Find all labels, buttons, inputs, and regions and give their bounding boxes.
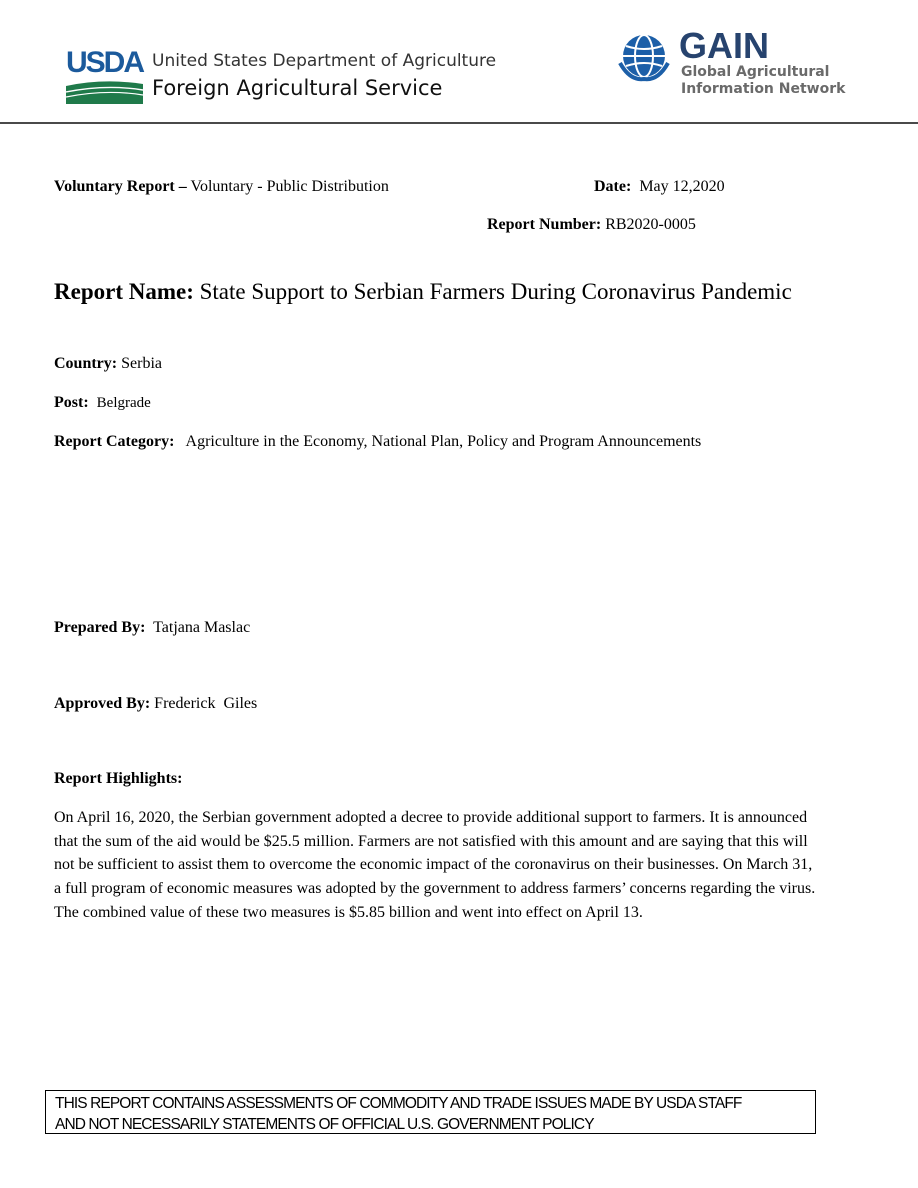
report-name-label: Report Name: <box>54 279 194 304</box>
report-number <box>487 215 696 235</box>
report-name <box>54 276 814 307</box>
agency-name: Foreign Agricultural Service <box>152 76 443 100</box>
disclaimer-line1: THIS REPORT CONTAINS ASSESSMENTS OF COMMODITY AND TRADE ISSUES MADE BY USDA STAFF <box>55 1095 742 1112</box>
usda-logo-text: USDA <box>66 46 144 79</box>
report-type-label: Voluntary Report – <box>54 178 187 195</box>
dept-name: United States Department of Agriculture <box>152 51 497 71</box>
category-value: Agriculture in the Economy, National Plan, Policy and Program Announcements <box>185 433 702 450</box>
post <box>54 393 151 413</box>
date-label: Date: <box>594 178 632 195</box>
disclaimer-box <box>45 1090 816 1134</box>
usda-logo <box>66 80 143 104</box>
report-type <box>54 177 389 197</box>
report-number-label: Report Number: <box>487 216 602 233</box>
report-type-value: Voluntary - Public Distribution <box>190 178 389 195</box>
prepared-by <box>54 618 250 638</box>
approved-label: Approved By: <box>54 695 151 712</box>
country-value: Serbia <box>121 355 162 372</box>
date-value: May 12,2020 <box>639 178 725 195</box>
highlights-body: On April 16, 2020, the Serbian government adopted a decree to provide additional support to farmers. It is announced that the sum of the aid would be $25.5 million. Farmers are not satisfied with this amount and are saying that this will not be sufficient to assist them to overcome the economic impact of the coronavirus on their businesses. On March 31, a full program of economic measures was adopted by the government to address farmers’ concerns regarding the virus. The combined value of these two measures is $5.85 billion and went into effect on April 13. <box>54 809 816 921</box>
report-date <box>594 177 725 197</box>
gain-subtitle-line1: Global Agricultural <box>681 64 830 80</box>
gain-title: GAIN <box>679 25 769 66</box>
country <box>54 354 162 374</box>
post-label: Post: <box>54 394 89 411</box>
gain-subtitle-line2: Information Network <box>681 81 846 97</box>
globe-icon <box>618 33 670 83</box>
highlights-heading-text: Report Highlights: <box>54 770 183 787</box>
post-value: Belgrade <box>96 395 151 411</box>
disclaimer-line2: AND NOT NECESSARILY STATEMENTS OF OFFICIAL U.S. GOVERNMENT POLICY <box>55 1116 594 1133</box>
prepared-label: Prepared By: <box>54 619 146 636</box>
header-divider <box>0 122 918 124</box>
prepared-value: Tatjana Maslac <box>153 619 251 636</box>
highlights-heading <box>54 769 182 789</box>
approved-value: Frederick Giles <box>154 695 258 712</box>
report-category <box>54 432 701 452</box>
category-label: Report Category: <box>54 433 175 450</box>
country-label: Country: <box>54 355 118 372</box>
approved-by <box>54 694 257 714</box>
report-number-value: RB2020-0005 <box>605 216 696 233</box>
report-name-value: State Support to Serbian Farmers During Coronavirus Pandemic <box>199 279 792 304</box>
